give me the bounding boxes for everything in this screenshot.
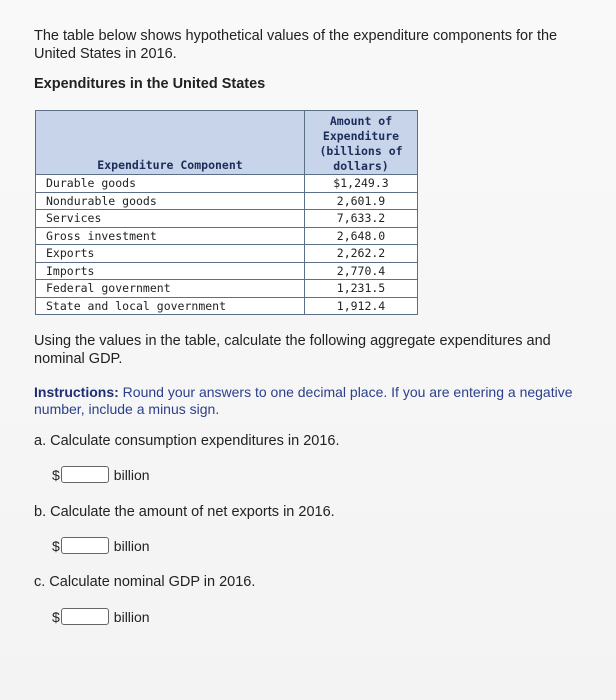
instructions: [34, 384, 594, 418]
row-component: Gross investment: [36, 227, 305, 245]
row-component: Durable goods: [36, 175, 305, 193]
table-title: Expenditures in the United States: [34, 76, 266, 92]
row-component: Imports: [36, 262, 305, 280]
header-component: Expenditure Component: [36, 111, 305, 175]
table-row: [36, 262, 418, 280]
unit-label: billion: [113, 608, 150, 625]
question-c-answer: [52, 608, 150, 625]
instructions-text: Round your answers to one decimal place. If you are entering a negative number, include a minus sign.: [34, 384, 573, 417]
table-row: [36, 210, 418, 228]
header-amount: Amount of Expenditure (billions of dollars): [305, 111, 418, 175]
table-row: [36, 175, 418, 193]
row-component: Nondurable goods: [36, 192, 305, 210]
consumption-expenditures-input[interactable]: [61, 466, 109, 483]
unit-label: billion: [113, 466, 150, 483]
currency-symbol: $: [52, 466, 60, 483]
row-amount: $1,249.3: [305, 175, 418, 193]
expenditure-table: [35, 110, 418, 315]
currency-symbol: $: [52, 537, 60, 554]
question-a-answer: [52, 466, 150, 483]
nominal-gdp-input[interactable]: [61, 608, 109, 625]
using-values-text: Using the values in the table, calculate the following aggregate expenditures and nominal GDP.: [34, 333, 551, 367]
row-amount: 2,770.4: [305, 262, 418, 280]
row-component: Federal government: [36, 280, 305, 298]
intro-text: The table below shows hypothetical values of the expenditure components for the United States in 2016.: [34, 28, 558, 62]
instructions-label: Instructions:: [34, 384, 119, 400]
row-component: State and local government: [36, 297, 305, 315]
table-header-row: [36, 111, 418, 175]
row-amount: 2,601.9: [305, 192, 418, 210]
row-amount: 2,648.0: [305, 227, 418, 245]
currency-symbol: $: [52, 608, 60, 625]
row-amount: 2,262.2: [305, 245, 418, 263]
row-amount: 1,231.5: [305, 280, 418, 298]
question-a-prompt: a. Calculate consumption expenditures in 2016.: [34, 433, 340, 449]
question-b-prompt: b. Calculate the amount of net exports in 2016.: [34, 504, 335, 520]
question-b-answer: [52, 537, 150, 554]
table-row: [36, 280, 418, 298]
question-c-prompt: c. Calculate nominal GDP in 2016.: [34, 574, 256, 590]
row-component: Exports: [36, 245, 305, 263]
table-row: [36, 227, 418, 245]
table-row: [36, 245, 418, 263]
row-amount: 7,633.2: [305, 210, 418, 228]
net-exports-input[interactable]: [61, 537, 109, 554]
unit-label: billion: [113, 537, 150, 554]
row-amount: 1,912.4: [305, 297, 418, 315]
table-row: [36, 192, 418, 210]
row-component: Services: [36, 210, 305, 228]
table-row: [36, 297, 418, 315]
